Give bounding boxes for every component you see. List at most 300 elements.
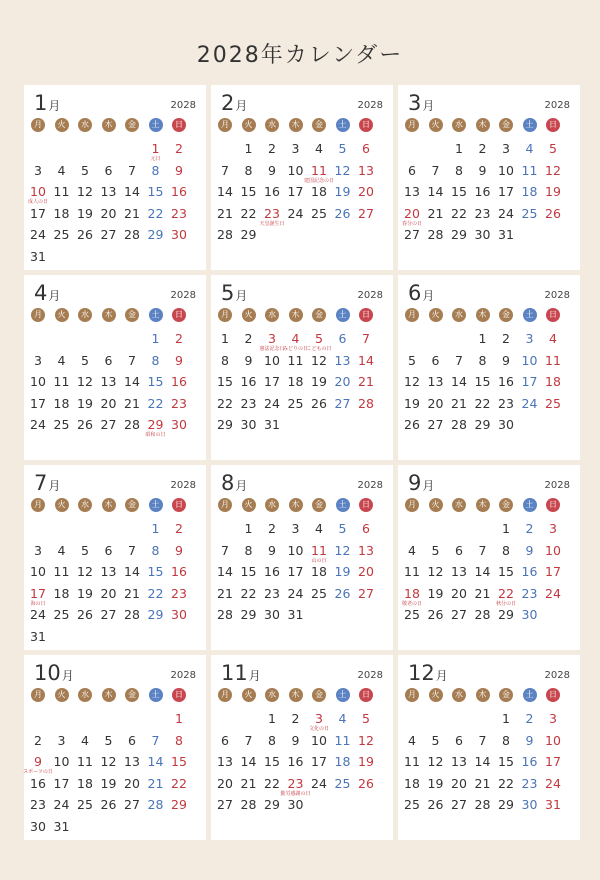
day-cell[interactable]: 9 [34, 754, 42, 769]
day-cell[interactable]: 2 [478, 141, 487, 156]
day-cell[interactable]: 7 [128, 162, 136, 178]
day-cell[interactable]: 19 [77, 585, 93, 601]
day-cell[interactable]: 5 [81, 542, 89, 558]
day-cell[interactable]: 1 [221, 331, 229, 346]
day-cell[interactable]: 17 [53, 775, 70, 791]
day-cell[interactable]: 7 [244, 732, 253, 748]
day-cell[interactable]: 6 [221, 732, 229, 748]
day-cell[interactable]: 7 [478, 542, 487, 558]
day-cell[interactable]: 17 [30, 395, 46, 411]
day-cell[interactable]: 6 [128, 732, 136, 748]
day-cell[interactable]: 28 [474, 607, 491, 622]
day-cell[interactable]: 23 [287, 775, 304, 791]
day-cell[interactable]: 24 [287, 205, 304, 221]
day-cell[interactable]: 13 [404, 184, 420, 199]
day-cell[interactable]: 25 [53, 607, 70, 622]
day-cell[interactable]: 8 [175, 732, 183, 748]
day-cell[interactable]: 1 [151, 141, 160, 156]
day-cell[interactable]: 13 [358, 542, 374, 558]
day-cell[interactable]: 12 [100, 754, 117, 769]
day-cell[interactable]: 27 [100, 607, 117, 622]
day-cell[interactable]: 27 [451, 607, 467, 622]
day-cell[interactable]: 15 [451, 184, 467, 199]
day-cell[interactable]: 15 [240, 184, 257, 199]
day-cell[interactable]: 12 [358, 732, 374, 748]
day-cell[interactable]: 21 [217, 205, 233, 221]
day-cell[interactable]: 8 [244, 162, 253, 178]
day-cell[interactable]: 19 [404, 395, 420, 411]
day-cell[interactable]: 26 [334, 585, 351, 601]
day-cell[interactable]: 20 [451, 585, 467, 601]
day-cell[interactable]: 26 [100, 797, 117, 812]
day-cell[interactable]: 18 [53, 395, 70, 411]
day-cell[interactable]: 19 [545, 184, 561, 199]
day-cell[interactable]: 12 [404, 374, 420, 389]
day-cell[interactable]: 20 [100, 585, 117, 601]
day-cell[interactable]: 10 [545, 542, 561, 558]
day-cell[interactable]: 29 [498, 797, 514, 812]
day-cell[interactable]: 1 [175, 711, 183, 726]
day-cell[interactable]: 5 [549, 141, 557, 156]
day-cell[interactable]: 23 [521, 775, 538, 791]
day-cell[interactable]: 3 [34, 352, 42, 368]
day-cell[interactable]: 30 [264, 607, 280, 622]
day-cell[interactable]: 12 [334, 162, 351, 178]
day-cell[interactable]: 6 [362, 141, 370, 156]
day-cell[interactable]: 24 [311, 775, 327, 791]
day-cell[interactable]: 23 [521, 585, 538, 601]
day-cell[interactable]: 30 [474, 227, 491, 242]
day-cell[interactable]: 25 [53, 227, 70, 242]
day-cell[interactable]: 28 [358, 395, 374, 411]
day-cell[interactable]: 13 [100, 564, 117, 579]
day-cell[interactable]: 18 [53, 585, 70, 601]
day-cell[interactable]: 8 [268, 732, 276, 748]
day-cell[interactable]: 9 [175, 162, 183, 178]
day-cell[interactable]: 29 [217, 417, 233, 432]
day-cell[interactable]: 26 [77, 417, 93, 432]
day-cell[interactable]: 27 [334, 395, 351, 411]
day-cell[interactable]: 18 [545, 374, 561, 389]
day-cell[interactable]: 27 [217, 797, 233, 812]
day-cell[interactable]: 15 [240, 564, 257, 579]
day-cell[interactable]: 14 [147, 754, 164, 769]
day-cell[interactable]: 30 [498, 417, 514, 432]
day-cell[interactable]: 11 [53, 184, 70, 199]
day-cell[interactable]: 3 [268, 331, 276, 346]
day-cell[interactable]: 20 [100, 395, 117, 411]
day-cell[interactable]: 1 [455, 141, 463, 156]
day-cell[interactable]: 19 [358, 754, 374, 769]
day-cell[interactable]: 29 [240, 227, 257, 242]
day-cell[interactable]: 6 [104, 352, 113, 368]
day-cell[interactable]: 13 [100, 184, 117, 199]
day-cell[interactable]: 27 [358, 585, 374, 601]
day-cell[interactable]: 2 [291, 711, 300, 726]
day-cell[interactable]: 22 [217, 395, 233, 411]
day-cell[interactable]: 6 [431, 352, 440, 368]
day-cell[interactable]: 11 [404, 754, 420, 769]
day-cell[interactable]: 26 [545, 205, 561, 221]
day-cell[interactable]: 9 [244, 352, 253, 368]
day-cell[interactable]: 22 [264, 775, 280, 791]
day-cell[interactable]: 21 [124, 585, 140, 601]
day-cell[interactable]: 29 [474, 417, 491, 432]
day-cell[interactable]: 21 [451, 395, 467, 411]
day-cell[interactable]: 18 [77, 775, 93, 791]
day-cell[interactable]: 18 [311, 184, 327, 199]
day-cell[interactable]: 19 [311, 374, 327, 389]
day-cell[interactable]: 23 [240, 395, 257, 411]
day-cell[interactable]: 21 [124, 205, 140, 221]
day-cell[interactable]: 8 [151, 162, 160, 178]
day-cell[interactable]: 10 [53, 754, 70, 769]
day-cell[interactable]: 13 [124, 754, 140, 769]
day-cell[interactable]: 9 [525, 542, 534, 558]
day-cell[interactable]: 30 [240, 417, 257, 432]
day-cell[interactable]: 12 [427, 754, 444, 769]
day-cell[interactable]: 21 [474, 775, 491, 791]
day-cell[interactable]: 28 [217, 227, 233, 242]
day-cell[interactable]: 14 [240, 754, 257, 769]
day-cell[interactable]: 8 [221, 352, 229, 368]
day-cell[interactable]: 11 [77, 754, 93, 769]
day-cell[interactable]: 21 [240, 775, 257, 791]
day-cell[interactable]: 1 [268, 711, 276, 726]
day-cell[interactable]: 27 [404, 227, 420, 242]
day-cell[interactable]: 6 [104, 162, 113, 178]
day-cell[interactable]: 13 [451, 564, 467, 579]
day-cell[interactable]: 16 [287, 754, 304, 769]
day-cell[interactable]: 9 [478, 162, 487, 178]
day-cell[interactable]: 11 [311, 162, 327, 178]
day-cell[interactable]: 29 [171, 797, 187, 812]
day-cell[interactable]: 23 [171, 205, 187, 221]
day-cell[interactable]: 23 [171, 395, 187, 411]
day-cell[interactable]: 8 [478, 352, 487, 368]
day-cell[interactable]: 7 [128, 542, 136, 558]
day-cell[interactable]: 31 [30, 628, 46, 644]
day-cell[interactable]: 18 [404, 775, 420, 791]
day-cell[interactable]: 25 [545, 395, 561, 411]
day-cell[interactable]: 11 [334, 732, 351, 748]
day-cell[interactable]: 10 [30, 564, 46, 579]
day-cell[interactable]: 25 [287, 395, 304, 411]
day-cell[interactable]: 21 [358, 374, 374, 389]
day-cell[interactable]: 14 [124, 564, 140, 579]
day-cell[interactable]: 23 [30, 797, 46, 812]
day-cell[interactable]: 20 [100, 205, 117, 221]
day-cell[interactable]: 11 [404, 564, 420, 579]
day-cell[interactable]: 8 [151, 352, 160, 368]
day-cell[interactable]: 18 [334, 754, 351, 769]
day-cell[interactable]: 9 [268, 542, 276, 558]
day-cell[interactable]: 4 [81, 732, 89, 748]
day-cell[interactable]: 20 [124, 775, 140, 791]
day-cell[interactable]: 26 [404, 417, 420, 432]
day-cell[interactable]: 22 [498, 775, 514, 791]
day-cell[interactable]: 14 [124, 184, 140, 199]
day-cell[interactable]: 22 [171, 775, 187, 791]
day-cell[interactable]: 25 [404, 797, 420, 812]
day-cell[interactable]: 26 [311, 395, 327, 411]
day-cell[interactable]: 16 [240, 374, 257, 389]
day-cell[interactable]: 2 [34, 732, 42, 748]
day-cell[interactable]: 27 [358, 205, 374, 221]
day-cell[interactable]: 25 [311, 205, 327, 221]
day-cell[interactable]: 31 [498, 227, 514, 242]
day-cell[interactable]: 15 [171, 754, 187, 769]
day-cell[interactable]: 23 [498, 395, 514, 411]
day-cell[interactable]: 16 [521, 754, 538, 769]
day-cell[interactable]: 1 [151, 521, 160, 536]
day-cell[interactable]: 24 [545, 775, 561, 791]
day-cell[interactable]: 11 [311, 542, 327, 558]
day-cell[interactable]: 25 [77, 797, 93, 812]
day-cell[interactable]: 22 [474, 395, 491, 411]
day-cell[interactable]: 9 [291, 732, 300, 748]
day-cell[interactable]: 1 [244, 521, 253, 536]
day-cell[interactable]: 14 [217, 564, 233, 579]
day-cell[interactable]: 22 [147, 205, 164, 221]
day-cell[interactable]: 22 [147, 395, 164, 411]
day-cell[interactable]: 10 [30, 374, 46, 389]
day-cell[interactable]: 21 [124, 395, 140, 411]
day-cell[interactable]: 18 [53, 205, 70, 221]
day-cell[interactable]: 18 [521, 184, 538, 199]
day-cell[interactable]: 12 [77, 564, 93, 579]
day-cell[interactable]: 8 [455, 162, 463, 178]
day-cell[interactable]: 18 [287, 374, 304, 389]
day-cell[interactable]: 17 [287, 564, 304, 579]
day-cell[interactable]: 9 [175, 542, 183, 558]
day-cell[interactable]: 15 [147, 374, 164, 389]
day-cell[interactable]: 4 [525, 141, 534, 156]
day-cell[interactable]: 29 [498, 607, 514, 622]
day-cell[interactable]: 26 [358, 775, 374, 791]
day-cell[interactable]: 26 [334, 205, 351, 221]
day-cell[interactable]: 11 [53, 374, 70, 389]
day-cell[interactable]: 21 [147, 775, 164, 791]
day-cell[interactable]: 30 [171, 607, 187, 622]
day-cell[interactable]: 23 [171, 585, 187, 601]
day-cell[interactable]: 17 [521, 374, 538, 389]
day-cell[interactable]: 10 [287, 162, 304, 178]
day-cell[interactable]: 31 [53, 818, 70, 834]
day-cell[interactable]: 5 [431, 542, 440, 558]
day-cell[interactable]: 1 [502, 711, 510, 726]
day-cell[interactable]: 30 [521, 797, 538, 812]
day-cell[interactable]: 31 [287, 607, 304, 622]
day-cell[interactable]: 8 [502, 732, 510, 748]
day-cell[interactable]: 14 [358, 352, 374, 368]
day-cell[interactable]: 28 [474, 797, 491, 812]
day-cell[interactable]: 5 [431, 732, 440, 748]
day-cell[interactable]: 9 [525, 732, 534, 748]
day-cell[interactable]: 13 [427, 374, 444, 389]
day-cell[interactable]: 10 [30, 184, 46, 199]
day-cell[interactable]: 6 [408, 162, 416, 178]
day-cell[interactable]: 24 [264, 395, 280, 411]
day-cell[interactable]: 17 [30, 585, 46, 601]
day-cell[interactable]: 10 [311, 732, 327, 748]
day-cell[interactable]: 12 [427, 564, 444, 579]
day-cell[interactable]: 28 [451, 417, 467, 432]
day-cell[interactable]: 5 [362, 711, 370, 726]
day-cell[interactable]: 4 [57, 542, 66, 558]
day-cell[interactable]: 7 [221, 162, 229, 178]
day-cell[interactable]: 27 [100, 417, 117, 432]
day-cell[interactable]: 20 [334, 374, 351, 389]
day-cell[interactable]: 26 [77, 607, 93, 622]
day-cell[interactable]: 1 [502, 521, 510, 536]
day-cell[interactable]: 12 [545, 162, 561, 178]
day-cell[interactable]: 29 [240, 607, 257, 622]
day-cell[interactable]: 16 [264, 564, 280, 579]
day-cell[interactable]: 3 [291, 141, 300, 156]
day-cell[interactable]: 18 [311, 564, 327, 579]
day-cell[interactable]: 30 [287, 797, 304, 812]
day-cell[interactable]: 10 [521, 352, 538, 368]
day-cell[interactable]: 27 [124, 797, 140, 812]
day-cell[interactable]: 19 [334, 184, 351, 199]
day-cell[interactable]: 29 [147, 227, 164, 242]
day-cell[interactable]: 13 [358, 162, 374, 178]
day-cell[interactable]: 4 [408, 732, 416, 748]
day-cell[interactable]: 28 [427, 227, 444, 242]
day-cell[interactable]: 22 [451, 205, 467, 221]
day-cell[interactable]: 25 [311, 585, 327, 601]
day-cell[interactable]: 11 [521, 162, 538, 178]
day-cell[interactable]: 11 [545, 352, 561, 368]
day-cell[interactable]: 16 [498, 374, 514, 389]
day-cell[interactable]: 4 [57, 162, 66, 178]
day-cell[interactable]: 23 [474, 205, 491, 221]
day-cell[interactable]: 22 [147, 585, 164, 601]
day-cell[interactable]: 9 [175, 352, 183, 368]
day-cell[interactable]: 2 [244, 331, 253, 346]
day-cell[interactable]: 25 [334, 775, 351, 791]
day-cell[interactable]: 15 [264, 754, 280, 769]
day-cell[interactable]: 23 [264, 205, 280, 221]
day-cell[interactable]: 26 [77, 227, 93, 242]
day-cell[interactable]: 7 [221, 542, 229, 558]
day-cell[interactable]: 15 [498, 754, 514, 769]
day-cell[interactable]: 7 [455, 352, 463, 368]
day-cell[interactable]: 14 [217, 184, 233, 199]
day-cell[interactable]: 5 [408, 352, 416, 368]
day-cell[interactable]: 28 [124, 227, 140, 242]
day-cell[interactable]: 24 [30, 417, 46, 432]
day-cell[interactable]: 12 [77, 184, 93, 199]
day-cell[interactable]: 2 [502, 331, 510, 346]
day-cell[interactable]: 23 [264, 585, 280, 601]
day-cell[interactable]: 29 [264, 797, 280, 812]
day-cell[interactable]: 25 [521, 205, 538, 221]
day-cell[interactable]: 24 [521, 395, 538, 411]
day-cell[interactable]: 4 [338, 711, 347, 726]
day-cell[interactable]: 13 [451, 754, 467, 769]
day-cell[interactable]: 13 [334, 352, 351, 368]
day-cell[interactable]: 2 [175, 141, 183, 156]
day-cell[interactable]: 10 [287, 542, 304, 558]
day-cell[interactable]: 3 [315, 711, 323, 726]
day-cell[interactable]: 7 [431, 162, 440, 178]
day-cell[interactable]: 6 [104, 542, 113, 558]
day-cell[interactable]: 29 [147, 607, 164, 622]
day-cell[interactable]: 4 [315, 521, 323, 536]
day-cell[interactable]: 3 [502, 141, 510, 156]
day-cell[interactable]: 5 [315, 331, 323, 346]
day-cell[interactable]: 3 [34, 162, 42, 178]
day-cell[interactable]: 29 [451, 227, 467, 242]
day-cell[interactable]: 17 [545, 754, 561, 769]
day-cell[interactable]: 27 [451, 797, 467, 812]
day-cell[interactable]: 2 [525, 521, 534, 536]
day-cell[interactable]: 4 [57, 352, 66, 368]
day-cell[interactable]: 11 [287, 352, 304, 368]
day-cell[interactable]: 6 [455, 542, 463, 558]
day-cell[interactable]: 4 [408, 542, 416, 558]
day-cell[interactable]: 28 [124, 417, 140, 432]
day-cell[interactable]: 7 [362, 331, 370, 346]
day-cell[interactable]: 19 [427, 775, 444, 791]
day-cell[interactable]: 2 [525, 711, 534, 726]
day-cell[interactable]: 29 [147, 417, 164, 432]
day-cell[interactable]: 25 [404, 607, 420, 622]
day-cell[interactable]: 14 [124, 374, 140, 389]
day-cell[interactable]: 5 [81, 352, 89, 368]
day-cell[interactable]: 20 [358, 564, 374, 579]
day-cell[interactable]: 10 [264, 352, 280, 368]
day-cell[interactable]: 26 [427, 607, 444, 622]
day-cell[interactable]: 3 [34, 542, 42, 558]
day-cell[interactable]: 15 [498, 564, 514, 579]
day-cell[interactable]: 12 [311, 352, 327, 368]
day-cell[interactable]: 6 [338, 331, 347, 346]
day-cell[interactable]: 28 [240, 797, 257, 812]
day-cell[interactable]: 13 [100, 374, 117, 389]
day-cell[interactable]: 10 [498, 162, 514, 178]
day-cell[interactable]: 15 [474, 374, 491, 389]
day-cell[interactable]: 24 [53, 797, 70, 812]
day-cell[interactable]: 1 [151, 331, 160, 346]
day-cell[interactable]: 7 [478, 732, 487, 748]
day-cell[interactable]: 16 [264, 184, 280, 199]
day-cell[interactable]: 19 [77, 395, 93, 411]
day-cell[interactable]: 31 [545, 797, 561, 812]
day-cell[interactable]: 17 [30, 205, 46, 221]
day-cell[interactable]: 4 [549, 331, 557, 346]
day-cell[interactable]: 17 [311, 754, 327, 769]
day-cell[interactable]: 31 [264, 417, 280, 432]
day-cell[interactable]: 16 [171, 564, 187, 579]
day-cell[interactable]: 28 [124, 607, 140, 622]
day-cell[interactable]: 14 [451, 374, 467, 389]
day-cell[interactable]: 27 [100, 227, 117, 242]
day-cell[interactable]: 2 [175, 331, 183, 346]
day-cell[interactable]: 19 [100, 775, 117, 791]
day-cell[interactable]: 8 [151, 542, 160, 558]
day-cell[interactable]: 14 [427, 184, 444, 199]
day-cell[interactable]: 20 [404, 205, 420, 221]
day-cell[interactable]: 21 [217, 585, 233, 601]
day-cell[interactable]: 20 [427, 395, 444, 411]
day-cell[interactable]: 12 [77, 374, 93, 389]
day-cell[interactable]: 3 [291, 521, 300, 536]
day-cell[interactable]: 3 [549, 711, 557, 726]
day-cell[interactable]: 24 [498, 205, 514, 221]
